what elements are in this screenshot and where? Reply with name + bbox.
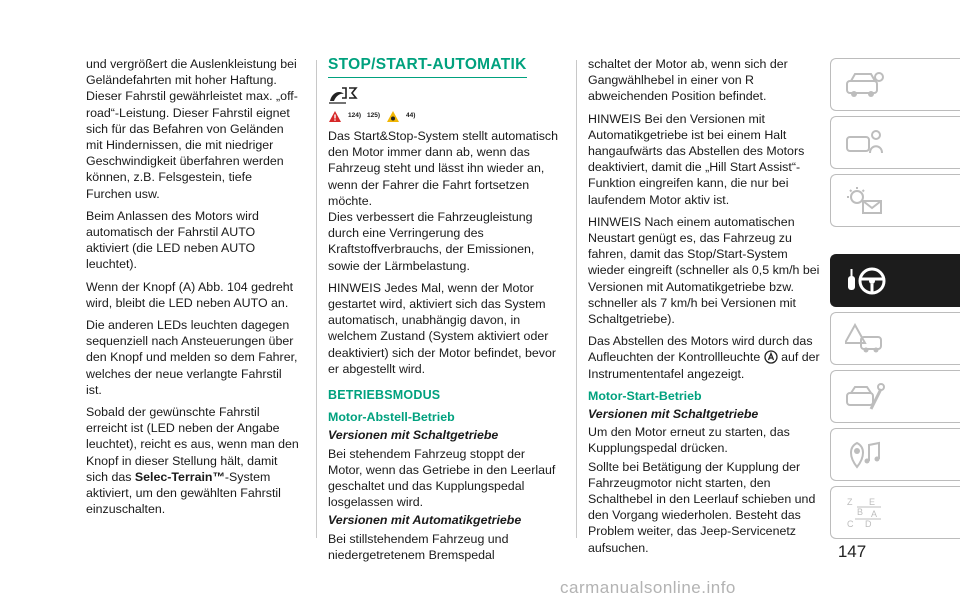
watermark: carmanualsonline.info	[560, 578, 736, 597]
paragraph: Beim Anlassen des Motors wird automatisch der Fahrstil AUTO aktiviert (die LED neben AUTO leuchtet).	[86, 208, 259, 272]
version-heading: Versionen mit Schaltgetriebe	[588, 407, 759, 422]
svg-text:A: A	[871, 508, 878, 519]
svg-text:D: D	[865, 518, 872, 529]
subsection-heading: Motor-Abstell-Betrieb	[328, 410, 455, 425]
eco-start-stop-icon	[328, 84, 560, 104]
warning-icon	[328, 110, 342, 123]
svg-text:C: C	[847, 518, 854, 529]
tab-car-key-person[interactable]	[830, 116, 960, 169]
paragraph	[588, 333, 820, 382]
tab-steering-wheel-key[interactable]	[830, 254, 960, 307]
car-person-icon	[845, 127, 885, 159]
paragraph: Bei stehendem Fahrzeug stoppt der Motor, wenn das Getriebe in den Leerlauf geschaltet und das Kupplungspedal losgelassen wird.	[328, 446, 556, 510]
column-right	[588, 56, 820, 562]
svg-text:B: B	[857, 506, 864, 517]
tab-wrench-car[interactable]	[830, 370, 960, 423]
paragraph: Dies verbessert die Fahrzeugleistung durch eine Verringerung des Kraftstoffverbrauchs, der Emissionen, sowie der Lärmbelastung.	[328, 210, 535, 273]
section-heading: BETRIEBSMODUS	[328, 388, 441, 403]
column-divider	[316, 60, 317, 538]
text: -System aktiviert, um den gewählten Fahrstil einzuschalten.	[86, 469, 281, 517]
lights-message-icon	[845, 185, 885, 217]
paragraph: HINWEIS Jedes Mal, wenn der Motor gestartet wird, aktiviert sich das System automatisch, unabhängig davon, in welchem Zustand (System aktiviert oder deaktiviert) sich der Motor befindet, bevor er abgestellt wird.	[328, 280, 556, 376]
subsection-heading: Motor-Start-Betrieb	[588, 388, 702, 403]
text: Sobald der gewünschte Fahrstil erreicht ist (LED neben der Angabe leuchtet), reicht es aus, wenn man den Knopf in dieser Stellung hält, damit sich das	[86, 405, 299, 484]
car-overview-icon	[845, 69, 885, 101]
version-heading: Versionen mit Schaltgetriebe	[328, 428, 499, 443]
tab-car-overview[interactable]	[830, 58, 960, 111]
alphabet-index-icon	[845, 495, 885, 531]
column-left	[86, 56, 300, 523]
section-title: STOP/START-AUTOMATIK	[328, 56, 527, 78]
paragraph: Sollte bei Betätigung der Kupplung der Fahrzeugmotor nicht starten, den Schalthebel in den Leerlauf schieben und den Vorgang wiederholen. Besteht das Problem weiter, das Jeep-Servicenetz aufsuchen.	[588, 459, 816, 555]
svg-text:Z: Z	[847, 496, 853, 507]
paragraph: schaltet der Motor ab, wenn sich der Gangwählhebel in einer von R abweichenden Position befindet.	[588, 57, 788, 104]
key-steering-wheel-icon	[845, 264, 889, 298]
paragraph: Bei stillstehendem Fahrzeug und niedergetretenem Bremspedal	[328, 531, 509, 562]
column-divider	[576, 60, 577, 538]
warning-triangle-car-icon	[845, 323, 885, 355]
reference-number: 124)	[348, 111, 362, 119]
page-number: 147	[837, 542, 867, 561]
version-heading: Versionen mit Automatikgetriebe	[328, 513, 522, 528]
column-middle	[328, 56, 560, 569]
tab-lights-message[interactable]	[830, 174, 960, 227]
reference-row	[328, 108, 560, 124]
paragraph: Um den Motor erneut zu starten, das Kupplungspedal drücken.	[588, 425, 790, 456]
reference-number: 44)	[406, 111, 416, 119]
paragraph: Wenn der Knopf (A) Abb. 104 gedreht wird, bleibt die LED neben AUTO an.	[86, 279, 294, 310]
music-location-icon	[845, 439, 885, 471]
caution-icon	[386, 110, 400, 123]
paragraph	[86, 404, 300, 517]
text: auf der Instrumententafel angezeigt.	[588, 350, 820, 381]
paragraph: HINWEIS Nach einem automatischen Neustart genügt es, das Fahrzeug zu fahren, damit das Stop/Start-System wieder eingreift (schneller als 0,5 km/h bei Versionen mit Automatikgetriebe bzw. schneller als 7 km/h bei Versionen mit Schaltgetriebe).	[588, 214, 820, 327]
start-stop-warning-light-icon	[764, 350, 778, 364]
paragraph: und vergrößert die Auslenkleistung bei Geländefahrten mit hoher Haftung. Dieser Fahrstil gewährleistet max. „off-road“-Leistung. Dieser Fahrstil eignet sich für das Befahren von Geländen mit Hindernissen, die mit niedriger Geschwindigkeit überfahren werden können, z.B. Felsgestein, tiefe Furchen usw.	[86, 57, 298, 201]
brand-term: Selec-Terrain™	[134, 469, 225, 484]
wrench-car-icon	[845, 381, 885, 413]
paragraph: HINWEIS Bei den Versionen mit Automatikgetriebe ist bei einem Halt hangaufwärts das Abstellen des Motors deaktiviert, damit die „Hill Start Assist“-Funktion eingreifen kann, die nur bei laufendem Motor aktiv ist.	[588, 111, 805, 207]
paragraph: Das Start&Stop-System stellt automatisch den Motor immer dann ab, wenn das Fahrzeug steht und lässt ihn wieder an, wenn der Fahrer die Fahrt fortsetzen möchte.	[328, 129, 559, 208]
reference-number: 125)	[367, 111, 381, 119]
tab-alphabet-index[interactable]	[830, 486, 960, 539]
svg-text:E: E	[869, 496, 876, 507]
paragraph: Die anderen LEDs leuchten dagegen sequenziell nach Ansteuerungen über den Knopf und melden so dem Fahrer, welches der neue verlangte Fahrstil ist.	[86, 318, 298, 397]
text: Das Abstellen des Motors wird durch das Aufleuchten der Kontrollleuchte	[588, 334, 813, 365]
tab-warning-triangle-car[interactable]	[830, 312, 960, 365]
tab-music-location[interactable]	[830, 428, 960, 481]
